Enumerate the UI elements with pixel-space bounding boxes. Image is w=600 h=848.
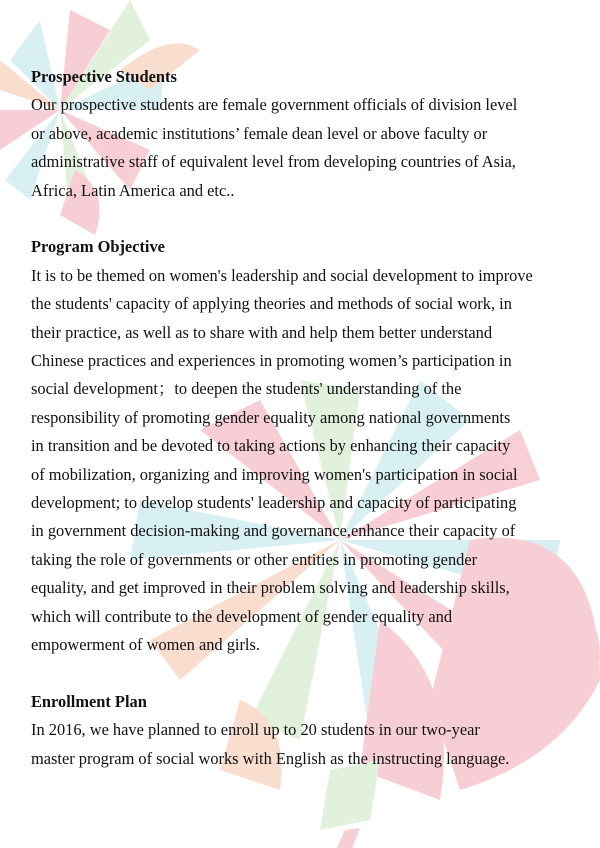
text-line: of mobilization, organizing and improving women's participation in social: [31, 464, 518, 484]
section-paragraph: [31, 716, 586, 773]
text-line: master program of social works with English as the instructing language.: [31, 748, 510, 768]
text-line: empowerment of women and girls.: [31, 635, 260, 655]
text-line: responsibility of promoting gender equality among national governments: [31, 407, 511, 427]
text-line: Chinese practices and experiences in promoting women’s participation in: [31, 351, 512, 371]
text-line: their practice, as well as to share with and help them better understand: [31, 322, 493, 342]
document-body: [31, 63, 586, 802]
text-line: or above, academic institutions’ female dean level or above faculty or: [31, 123, 488, 143]
text-line: equality, and get improved in their problem solving and leadership skills,: [31, 578, 510, 598]
section-program-objective: [31, 233, 586, 659]
section-prospective-students: [31, 63, 586, 205]
text-line: which will contribute to the development of gender equality and: [31, 606, 453, 626]
section-paragraph: [31, 262, 586, 660]
text-line: social development；to deepen the students' understanding of the: [31, 379, 462, 399]
section-heading: Program Objective: [31, 237, 165, 257]
text-line: It is to be themed on women's leadership and social development to improve: [31, 265, 533, 285]
section-heading: Enrollment Plan: [31, 691, 147, 711]
text-line: taking the role of governments or other entities in promoting gender: [31, 549, 478, 569]
text-line: the students' capacity of applying theories and methods of social work, in: [31, 294, 512, 314]
text-line: in government decision-making and governance,enhance their capacity of: [31, 521, 516, 541]
section-paragraph: [31, 91, 586, 205]
section-enrollment-plan: [31, 688, 586, 773]
text-line: in transition and be devoted to taking actions by enhancing their capacity: [31, 436, 511, 456]
section-heading: Prospective Students: [31, 67, 177, 86]
text-line: In 2016, we have planned to enroll up to 20 students in our two-year: [31, 720, 480, 740]
text-line: administrative staff of equivalent level from developing countries of Asia,: [31, 152, 516, 172]
text-line: Africa, Latin America and etc..: [31, 180, 235, 200]
text-line: development; to develop students' leadership and capacity of participating: [31, 493, 517, 513]
text-line: Our prospective students are female government officials of division level: [31, 95, 518, 115]
